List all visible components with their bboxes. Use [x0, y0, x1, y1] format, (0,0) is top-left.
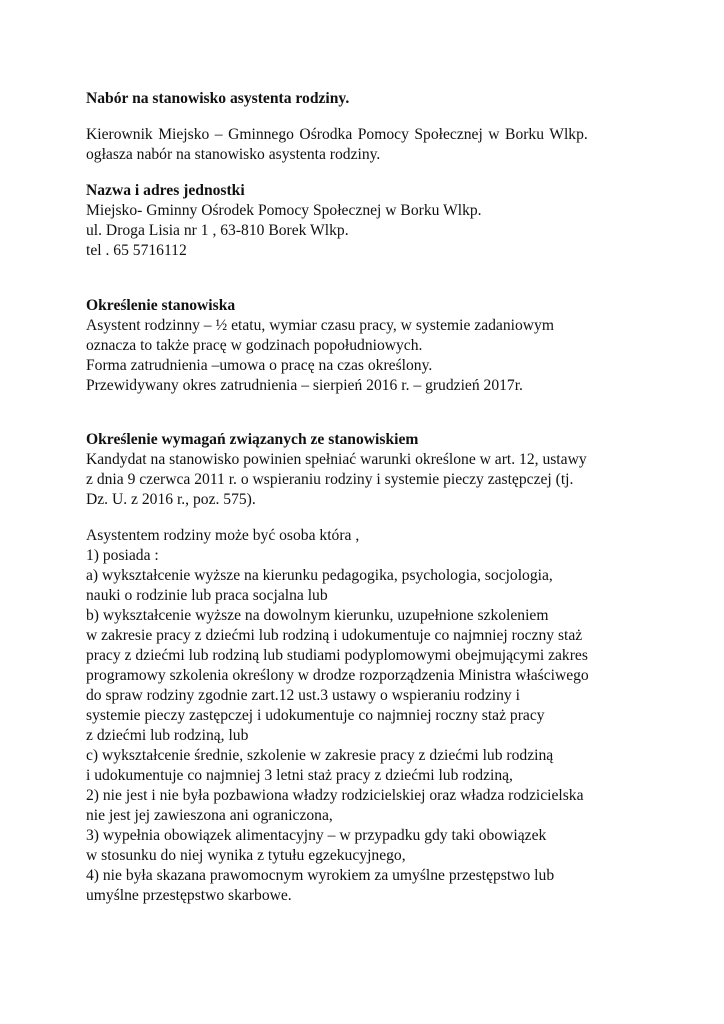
requirements-list-item: umyślne przestępstwo skarbowe.	[86, 887, 292, 904]
document-title: Nabór na stanowisko asystenta rodziny.	[86, 90, 350, 107]
requirements-list-item: 3) wypełnia obowiązek alimentacyjny – w przypadku gdy taki obowiązek	[86, 827, 547, 844]
requirements-list-item: nie jest jej zawieszona ani ograniczona,	[86, 807, 333, 824]
requirements-line: Kandydat na stanowisko powinien spełniać warunki określone w art. 12, ustawy	[86, 451, 587, 468]
requirements-heading: Określenie wymagań związanych ze stanowiskiem	[86, 431, 419, 448]
requirements-list-item: programowy szkolenia określony w drodze rozporządzenia Ministra właściwego	[86, 667, 589, 684]
requirements-list-item: 1) posiada :	[86, 547, 159, 564]
requirements-list-item: b) wykształcenie wyższe na dowolnym kierunku, uzupełnione szkoleniem	[86, 607, 549, 624]
unit-name: Miejsko- Gminny Ośrodek Pomocy Społecznej w Borku Wlkp.	[86, 202, 482, 219]
requirements-line: Dz. U. z 2016 r., poz. 575).	[86, 491, 256, 508]
intro-line: Kierownik Miejsko – Gminnego Ośrodka Pomocy Społecznej w Borku Wlkp.	[86, 126, 588, 143]
intro-line: ogłasza nabór na stanowisko asystenta rodziny.	[86, 146, 381, 163]
requirements-list-item: a) wykształcenie wyższe na kierunku pedagogika, psychologia, socjologia,	[86, 567, 553, 584]
requirements-list-item: 4) nie była skazana prawomocnym wyrokiem za umyślne przestępstwo lub	[86, 867, 555, 884]
requirements-list-item: 2) nie jest i nie była pozbawiona władzy rodzicielskiej oraz władza rodzicielska	[86, 787, 584, 804]
requirements-list-item: w stosunku do niej wynika z tytułu egzekucyjnego,	[86, 847, 406, 864]
position-line: Asystent rodzinny – ½ etatu, wymiar czasu pracy, w systemie zadaniowym	[86, 317, 554, 334]
position-heading: Określenie stanowiska	[86, 297, 236, 314]
requirements-list-item: i udokumentuje co najmniej 3 letni staż pracy z dziećmi lub rodziną,	[86, 767, 513, 784]
requirements-list-item: systemie pieczy zastępczej i udokumentuje co najmniej roczny staż pracy	[86, 707, 545, 724]
position-line: Przewidywany okres zatrudnienia – sierpień 2016 r. – grudzień 2017r.	[86, 377, 523, 394]
unit-phone: tel . 65 5716112	[86, 242, 187, 259]
requirements-list-item: w zakresie pracy z dziećmi lub rodziną i udokumentuje co najmniej roczny staż	[86, 627, 583, 644]
position-line: oznacza to także pracę w godzinach popołudniowych.	[86, 337, 423, 354]
requirements-list-item: c) wykształcenie średnie, szkolenie w zakresie pracy z dziećmi lub rodziną	[86, 747, 554, 764]
requirements-list-item: pracy z dziećmi lub rodziną lub studiami podyplomowymi obejmującymi zakres	[86, 647, 588, 664]
unit-address: ul. Droga Lisia nr 1 , 63-810 Borek Wlkp.	[86, 222, 349, 239]
unit-heading: Nazwa i adres jednostki	[86, 182, 245, 199]
requirements-line: z dnia 9 czerwca 2011 r. o wspieraniu rodziny i systemie pieczy zastępczej (tj.	[86, 471, 574, 488]
position-line: Forma zatrudnienia –umowa o pracę na czas określony.	[86, 357, 433, 374]
requirements-list-item: z dziećmi lub rodziną, lub	[86, 727, 249, 744]
requirements-list-item: Asystentem rodziny może być osoba która ,	[86, 527, 360, 544]
requirements-list-item: nauki o rodzinie lub praca socjalna lub	[86, 587, 328, 604]
requirements-list-item: do spraw rodziny zgodnie zart.12 ust.3 ustawy o wspieraniu rodziny i	[86, 687, 520, 704]
